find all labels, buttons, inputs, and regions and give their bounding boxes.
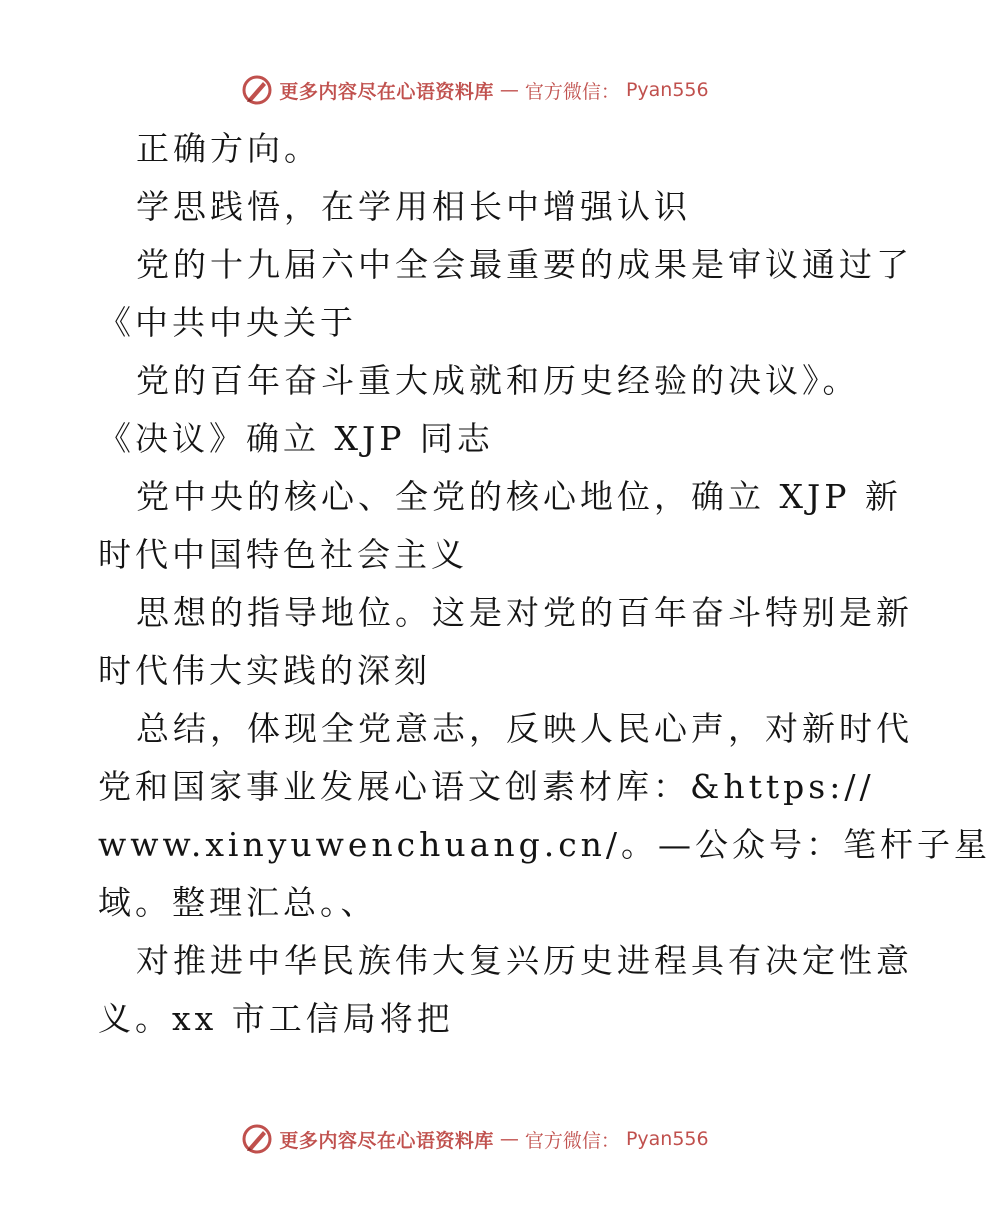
pen-logo-icon	[241, 74, 273, 106]
body-line: 党和国家事业发展心语文创素材库：&https://	[98, 767, 875, 806]
body-line: 正确方向。	[136, 129, 321, 168]
header-banner	[0, 70, 950, 110]
body-line: 义。xx 市工信局将把	[98, 999, 454, 1038]
footer-official-text: 官方微信：	[524, 1129, 620, 1152]
body-line: 党的十九届六中全会最重要的成果是审议通过了	[136, 245, 913, 284]
body-line: 《决议》确立 XJP 同志	[98, 419, 494, 458]
body-line: 对推进中华民族伟大复兴历史进程具有决定性意	[136, 941, 913, 980]
body-line: www.xinyuwenchuang.cn/。—公众号：笔杆子星	[98, 825, 991, 864]
header-separator: —	[499, 79, 519, 101]
footer-separator: —	[499, 1128, 519, 1150]
document-body	[98, 120, 991, 1048]
body-line: 时代中国特色社会主义	[98, 535, 468, 574]
footer-account: Pyan556	[625, 1128, 709, 1150]
body-line: 学思践悟，在学用相长中增强认识	[136, 187, 691, 226]
header-site-text: 更多内容尽在心语资料库	[279, 80, 494, 103]
body-line: 总结，体现全党意志，反映人民心声，对新时代	[136, 709, 913, 748]
header-account: Pyan556	[625, 79, 709, 101]
pen-logo-icon	[241, 1123, 273, 1155]
body-line: 党的百年奋斗重大成就和历史经验的决议》。	[136, 361, 860, 400]
body-line: 思想的指导地位。这是对党的百年奋斗特别是新	[136, 593, 913, 632]
body-line: 党中央的核心、全党的核心地位，确立 XJP 新	[136, 477, 902, 516]
body-line: 域。整理汇总。、	[98, 883, 378, 922]
header-official-text: 官方微信：	[524, 80, 620, 103]
body-line: 时代伟大实践的深刻	[98, 651, 431, 690]
footer-site-text: 更多内容尽在心语资料库	[279, 1129, 494, 1152]
footer-banner	[0, 1119, 950, 1159]
body-line: 《中共中央关于	[98, 303, 357, 342]
